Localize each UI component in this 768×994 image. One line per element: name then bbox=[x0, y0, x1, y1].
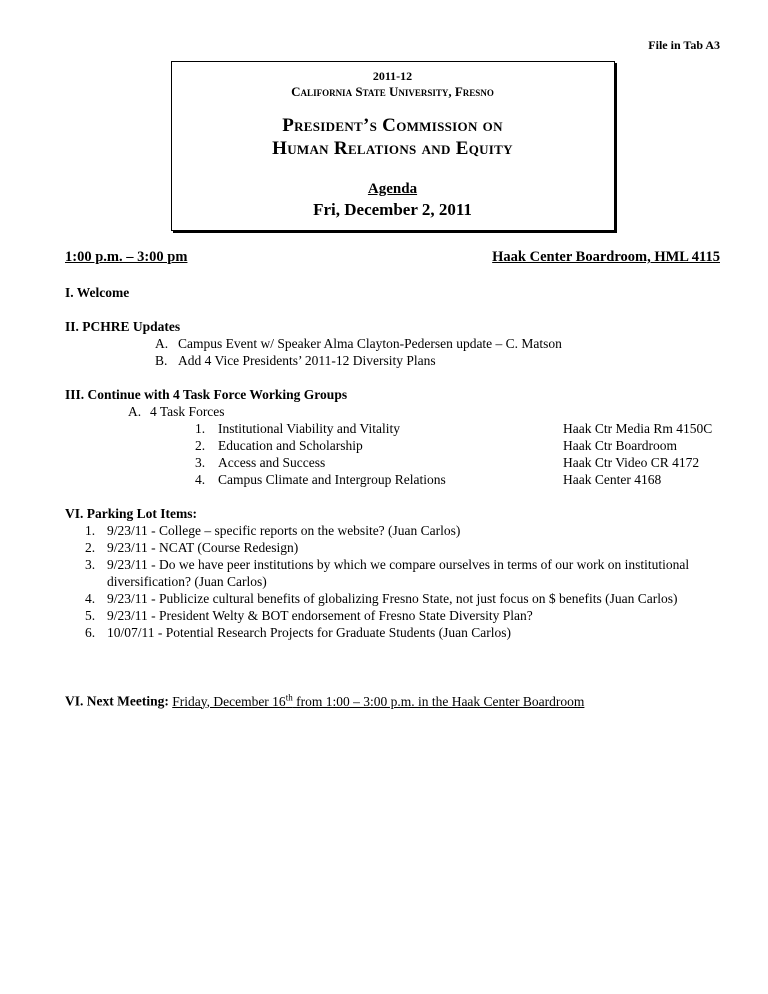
item-text: Campus Event w/ Speaker Alma Clayton-Pedersen update – C. Matson bbox=[178, 336, 562, 351]
header-university: California State University, Fresno bbox=[291, 84, 494, 99]
header-spacer bbox=[182, 100, 604, 114]
next-meeting-line bbox=[65, 689, 720, 710]
task-force-name: Education and Scholarship bbox=[218, 438, 363, 453]
list-item bbox=[85, 607, 720, 624]
item-text: Add 4 Vice Presidents’ 2011-12 Diversity Plans bbox=[178, 353, 436, 368]
commission-title-line2: Human Relations and Equity bbox=[272, 138, 513, 159]
item-marker: A. bbox=[128, 404, 142, 419]
agenda-body bbox=[65, 284, 720, 710]
schedule-row bbox=[65, 249, 720, 266]
item-marker: 2. bbox=[195, 438, 206, 453]
item-marker: 3. bbox=[195, 455, 206, 470]
section-updates-heading: II. PCHRE Updates bbox=[65, 319, 181, 334]
next-meeting-text bbox=[172, 694, 584, 709]
agenda-label: Agenda bbox=[367, 181, 418, 197]
item-text: 9/23/11 - Do we have peer institutions by which we compare ourselves in terms of our work on institutional diversification? (Juan Carlos) bbox=[107, 557, 690, 589]
item-text: 4 Task Forces bbox=[150, 404, 225, 419]
list-item bbox=[85, 624, 720, 641]
task-force-name: Institutional Viability and Vitality bbox=[218, 421, 400, 436]
list-item bbox=[85, 556, 720, 590]
file-tab-note: File in Tab A3 bbox=[648, 38, 720, 52]
item-marker: 6. bbox=[85, 625, 96, 640]
meeting-date: Fri, December 2, 2011 bbox=[313, 200, 472, 219]
item-marker: 5. bbox=[85, 608, 96, 623]
task-forces-sublabel bbox=[65, 403, 720, 420]
task-force-location: Haak Ctr Boardroom bbox=[563, 438, 677, 453]
section-parking-lot-heading: VI. Parking Lot Items: bbox=[65, 506, 197, 521]
item-marker: B. bbox=[155, 353, 168, 368]
item-marker: A. bbox=[155, 336, 169, 351]
next-meeting-label: VI. Next Meeting: bbox=[65, 693, 169, 709]
task-force-name: Access and Success bbox=[218, 455, 326, 470]
next-meeting-ordinal-suffix: th bbox=[285, 692, 293, 702]
item-marker: 3. bbox=[85, 557, 96, 572]
list-item bbox=[155, 352, 720, 369]
updates-list bbox=[65, 335, 720, 369]
next-meeting-text-part1: Friday, December 16 bbox=[172, 693, 286, 709]
task-force-row bbox=[65, 420, 720, 437]
task-forces-list bbox=[65, 420, 720, 488]
list-item bbox=[85, 522, 720, 539]
item-marker: 1. bbox=[85, 523, 96, 538]
section-welcome-heading: I. Welcome bbox=[65, 285, 130, 300]
item-marker: 4. bbox=[195, 472, 206, 487]
item-text: 9/23/11 - Publicize cultural benefits of globalizing Fresno State, not just focus on $ benefits (Juan Carlos) bbox=[107, 591, 678, 606]
meeting-location: Haak Center Boardroom, HML 4115 bbox=[492, 249, 720, 265]
task-force-location: Haak Ctr Media Rm 4150C bbox=[563, 421, 713, 436]
commission-title-line1: President’s Commission on bbox=[282, 115, 503, 136]
next-meeting-text-part2: from 1:00 – 3:00 p.m. in the Haak Center Boardroom bbox=[292, 693, 585, 709]
item-text: 9/23/11 - President Welty & BOT endorsement of Fresno State Diversity Plan? bbox=[107, 608, 533, 623]
task-force-location: Haak Ctr Video CR 4172 bbox=[563, 455, 700, 470]
task-force-row bbox=[65, 437, 720, 454]
list-item bbox=[155, 335, 720, 352]
item-marker: 2. bbox=[85, 540, 96, 555]
task-force-name: Campus Climate and Intergroup Relations bbox=[218, 472, 446, 487]
list-item bbox=[85, 590, 720, 607]
header-spacer bbox=[182, 160, 604, 180]
task-force-row bbox=[65, 454, 720, 471]
item-text: 10/07/11 - Potential Research Projects for Graduate Students (Juan Carlos) bbox=[107, 625, 512, 640]
item-marker: 1. bbox=[195, 421, 206, 436]
parking-lot-list bbox=[65, 522, 720, 641]
header-box bbox=[171, 61, 615, 231]
task-force-location: Haak Center 4168 bbox=[563, 472, 662, 487]
header-year: 2011-12 bbox=[372, 69, 413, 83]
list-item bbox=[85, 539, 720, 556]
meeting-time: 1:00 p.m. – 3:00 pm bbox=[65, 249, 188, 265]
section-task-forces-heading: III. Continue with 4 Task Force Working Groups bbox=[65, 387, 348, 402]
item-text: 9/23/11 - NCAT (Course Redesign) bbox=[107, 540, 299, 555]
item-text: 9/23/11 - College – specific reports on the website? (Juan Carlos) bbox=[107, 523, 461, 538]
task-force-row bbox=[65, 471, 720, 488]
item-marker: 4. bbox=[85, 591, 96, 606]
